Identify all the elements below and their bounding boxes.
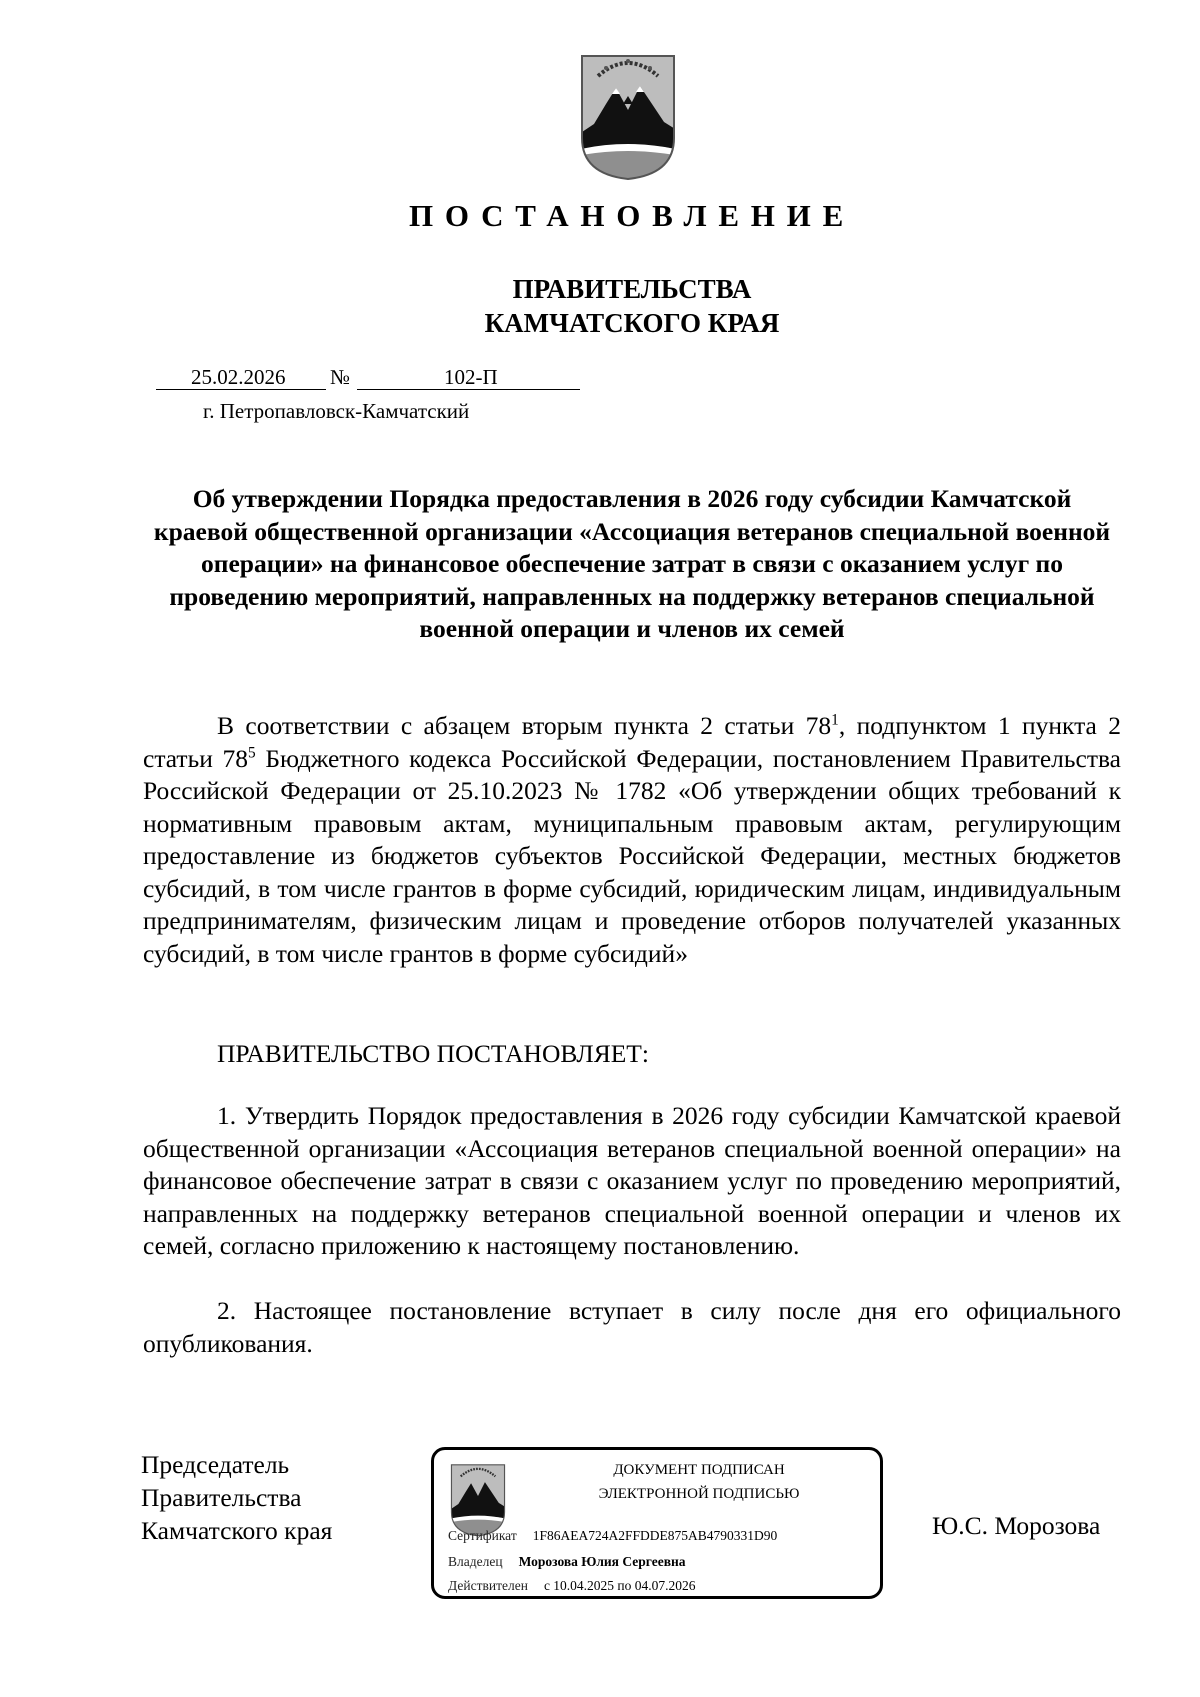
certificate-value: 1F86AEA724A2FFDDE875AB4790331D90 xyxy=(532,1528,778,1543)
position-line-2: Правительства xyxy=(141,1483,302,1512)
owner-value: Морозова Юлия Сергеевна xyxy=(518,1554,686,1569)
decree-phrase: ПРАВИТЕЛЬСТВО ПОСТАНОВЛЯЕТ: xyxy=(217,1039,649,1068)
superscript-2: 5 xyxy=(248,744,256,761)
validity-value: с 10.04.2025 по 04.07.2026 xyxy=(543,1578,696,1593)
document-type-title: ПОСТАНОВЛЕНИЕ xyxy=(408,198,856,233)
city: г. Петропавловск-Камчатский xyxy=(203,399,470,423)
owner-row xyxy=(448,1554,686,1570)
coat-of-arms-emblem xyxy=(576,52,680,182)
document-date: 25.02.2026 xyxy=(191,365,286,389)
validity-row xyxy=(448,1578,696,1594)
certificate-label: Сертификат xyxy=(448,1528,517,1543)
preamble-paragraph xyxy=(143,710,1121,970)
signatory-position xyxy=(141,1448,332,1547)
issuer-line-2: КАМЧАТСКОГО КРАЯ xyxy=(484,308,780,338)
signatory-name: Ю.С. Морозова xyxy=(932,1511,1101,1540)
clause-1: 1. Утвердить Порядок предоставления в 2026 году субсидии Камчатской краевой общественной организации «Ассоциация ветеранов специальной военной операции» на финансовое обеспечение затрат в связи с оказанием услуг по проведению мероприятий, направленных на поддержку ветеранов специальной военной операции и членов их семей, согласно приложению к настоящему постановлению. xyxy=(143,1101,1121,1260)
date-underline xyxy=(156,389,326,390)
clause-2: 2. Настоящее постановление вступает в силу после дня его официального опубликования. xyxy=(143,1296,1121,1358)
number-sign: № xyxy=(330,365,351,389)
document-number: 102-П xyxy=(444,365,498,389)
stamp-heading-line-1: ДОКУМЕНТ ПОДПИСАН xyxy=(613,1462,785,1478)
number-underline xyxy=(357,389,580,390)
issuer-heading xyxy=(0,272,1200,340)
preamble-part-3: Бюджетного кодекса Российской Федерации, постановлением Правительства Российской Федерации от 25.10.2023 № 1782 «Об утверждении общих требований к нормативным правовым актам, муниципальным правовым актам, регулирующим предоставление из бюджетов субъектов Российской Федерации, местных бюджетов субсидий, в том числе грантов в форме субсидий, юридическим лицам, индивидуальным предпринимателям, физическим лицам и проведение отборов получателей указанных субсидий, в том числе грантов в форме субсидий» xyxy=(143,743,1121,968)
issuer-line-1: ПРАВИТЕЛЬСТВА xyxy=(512,274,752,304)
stamp-emblem-icon xyxy=(448,1462,508,1538)
document-heading: Об утверждении Порядка предоставления в 2026 году субсидии Камчатской краевой общественной организации «Ассоциация ветеранов специальной военной операции» на финансовое обеспечение затрат в связи с оказанием услуг по проведению мероприятий, направленных на поддержку ветеранов специальной военной операции и членов их семей xyxy=(153,484,1111,643)
stamp-heading-line-2: ЭЛЕКТРОННОЙ ПОДПИСЬЮ xyxy=(598,1486,800,1502)
owner-label: Владелец xyxy=(448,1554,503,1569)
position-line-3: Камчатского края xyxy=(141,1516,333,1545)
electronic-signature-stamp xyxy=(431,1447,883,1599)
certificate-row xyxy=(448,1528,777,1544)
position-line-1: Председатель xyxy=(141,1450,290,1479)
stamp-heading xyxy=(534,1458,864,1506)
preamble-part-1: В соответствии с абзацем вторым пункта 2 статьи 78 xyxy=(217,711,832,740)
validity-label: Действителен xyxy=(448,1578,528,1593)
superscript-1: 1 xyxy=(831,711,839,729)
preamble-part-2: , подпунктом 1 пункта 2 статьи 78 xyxy=(143,711,1121,773)
